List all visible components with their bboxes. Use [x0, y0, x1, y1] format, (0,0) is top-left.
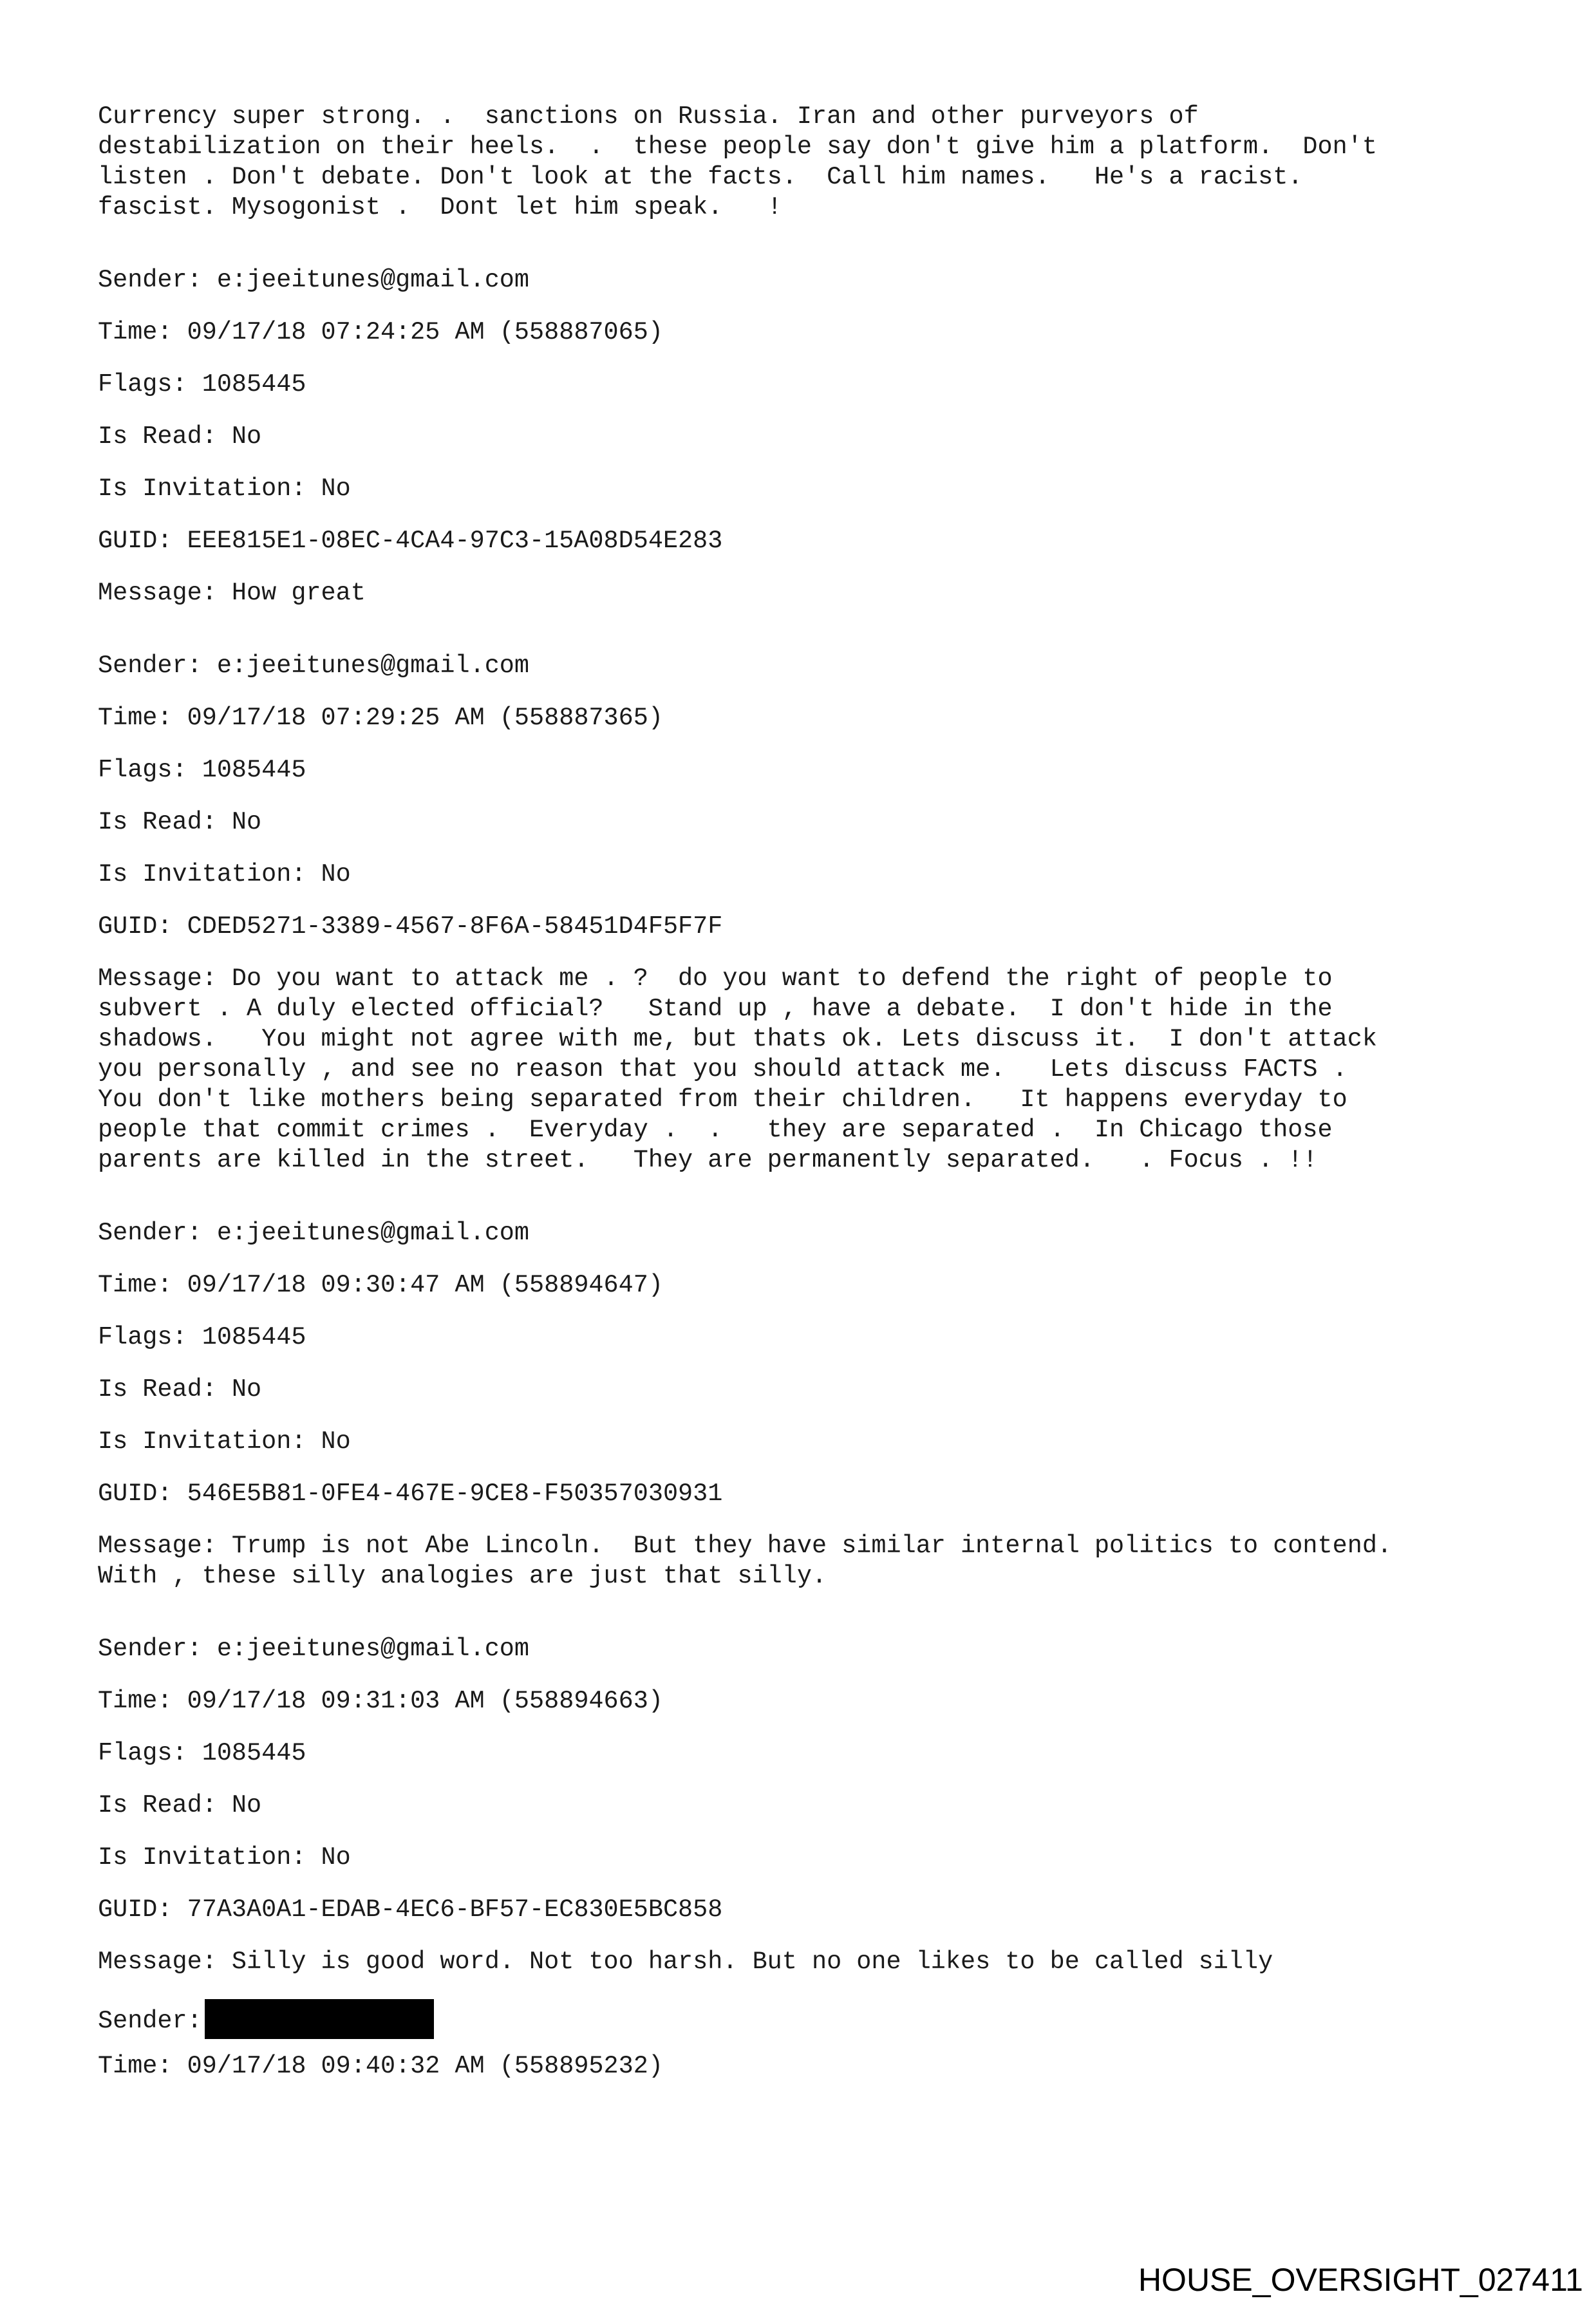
flags-field: Flags: 1085445 [98, 1739, 306, 1767]
guid-field: GUID: CDED5271-3389-4567-8F6A-58451D4F5F7F [98, 912, 723, 941]
flags-field: Flags: 1085445 [98, 1323, 306, 1351]
message-record [98, 1218, 1540, 1592]
guid-field: GUID: EEE815E1-08EC-4CA4-97C3-15A08D54E283 [98, 527, 723, 555]
message-line: people that commit crimes . Everyday . . they are separated . In Chicago those [98, 1116, 1333, 1144]
sender-field: Sender: e:jeeitunes@gmail.com [98, 1635, 530, 1663]
message-line: Message: How great [98, 579, 366, 607]
redaction-block [205, 1999, 434, 2039]
time-field: Time: 09/17/18 07:29:25 AM (558887365) [98, 704, 663, 732]
sender-label: Sender: [98, 2007, 202, 2035]
is-read-field: Is Read: No [98, 422, 262, 451]
time-field: Time: 09/17/18 09:31:03 AM (558894663) [98, 1687, 663, 1715]
message-line: shadows. You might not agree with me, but thats ok. Lets discuss it. I don't attack [98, 1025, 1377, 1053]
sender-field: Sender: e:jeeitunes@gmail.com [98, 1219, 530, 1247]
sender-field [98, 1999, 1540, 2035]
message-body [98, 1947, 1540, 1977]
message-line: Message: Trump is not Abe Lincoln. But they have similar internal politics to contend. [98, 1532, 1393, 1560]
message-record [98, 265, 1540, 608]
intro-message-continuation [98, 102, 1540, 223]
is-invitation-field: Is Invitation: No [98, 1843, 351, 1872]
message-record [98, 1634, 1540, 1977]
guid-field: GUID: 546E5B81-0FE4-467E-9CE8-F50357030931 [98, 1480, 723, 1508]
document-page [98, 102, 1540, 2103]
time-field: Time: 09/17/18 09:30:47 AM (558894647) [98, 1271, 663, 1299]
is-read-field: Is Read: No [98, 1791, 262, 1819]
time-field: Time: 09/17/18 07:24:25 AM (558887065) [98, 318, 663, 346]
message-line: parents are killed in the street. They are permanently separated. . Focus . !! [98, 1146, 1318, 1174]
is-invitation-field: Is Invitation: No [98, 1427, 351, 1456]
message-line: Message: Do you want to attack me . ? do you want to defend the right of people to [98, 964, 1333, 993]
message-body [98, 1531, 1540, 1592]
message-line: You don't like mothers being separated from their children. It happens everyday to [98, 1086, 1347, 1114]
message-record [98, 1999, 1540, 2082]
bates-number: HOUSE_OVERSIGHT_027411 [1138, 2262, 1583, 2298]
message-body [98, 578, 1540, 608]
message-line: subvert . A duly elected official? Stand up , have a debate. I don't hide in the [98, 995, 1333, 1023]
message-body [98, 964, 1540, 1176]
message-line: fascist. Mysogonist . Dont let him speak. ! [98, 193, 782, 221]
message-line: destabilization on their heels. . these people say don't give him a platform. Don't [98, 133, 1377, 161]
message-line: Message: Silly is good word. Not too harsh. But no one likes to be called silly [98, 1948, 1273, 1976]
is-read-field: Is Read: No [98, 808, 262, 836]
flags-field: Flags: 1085445 [98, 370, 306, 399]
message-line: you personally , and see no reason that you should attack me. Lets discuss FACTS . [98, 1055, 1347, 1084]
sender-field: Sender: e:jeeitunes@gmail.com [98, 266, 530, 294]
flags-field: Flags: 1085445 [98, 756, 306, 784]
message-line: listen . Don't debate. Don't look at the facts. Call him names. He's a racist. [98, 163, 1303, 191]
sender-field: Sender: e:jeeitunes@gmail.com [98, 652, 530, 680]
is-read-field: Is Read: No [98, 1375, 262, 1404]
message-record [98, 651, 1540, 1176]
message-line: Currency super strong. . sanctions on Russia. Iran and other purveyors of [98, 102, 1199, 131]
time-field: Time: 09/17/18 09:40:32 AM (558895232) [98, 2052, 663, 2080]
message-line: With , these silly analogies are just that silly. [98, 1562, 827, 1590]
is-invitation-field: Is Invitation: No [98, 475, 351, 503]
is-invitation-field: Is Invitation: No [98, 860, 351, 888]
guid-field: GUID: 77A3A0A1-EDAB-4EC6-BF57-EC830E5BC858 [98, 1895, 723, 1924]
